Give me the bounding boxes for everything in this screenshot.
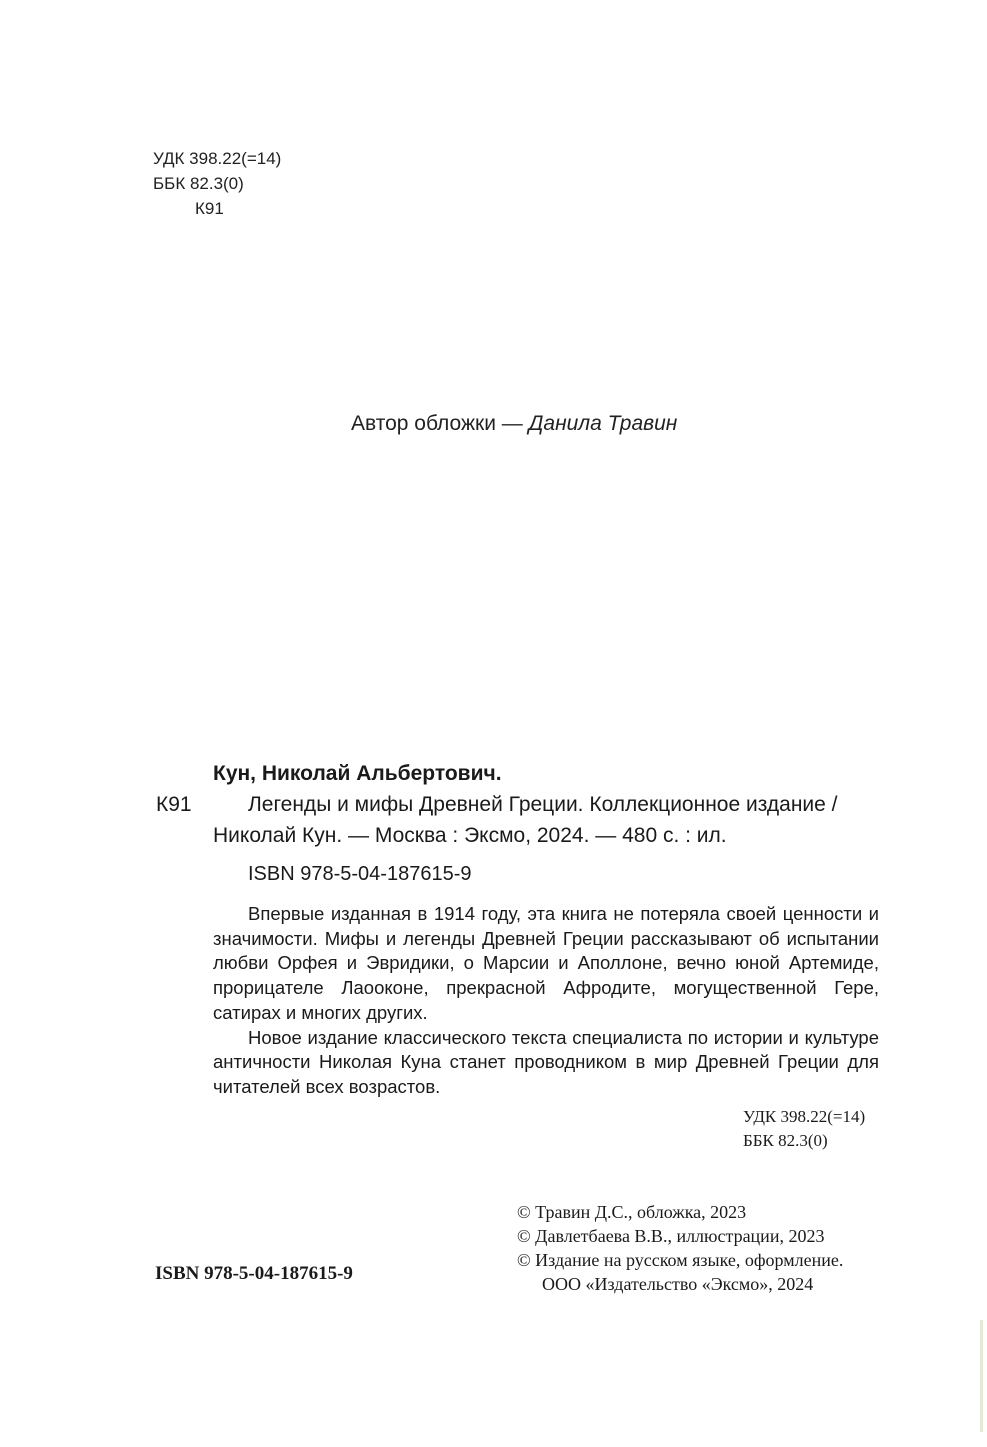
catalog-title-line-1: Легенды и мифы Древней Греции. Коллекционное издание / [248, 793, 838, 816]
copyright-line-2: © Давлетбаева В.В., иллюстрации, 2023 [517, 1226, 825, 1246]
catalog-title-line-2: Николай Кун. — Москва : Эксмо, 2024. — 480 с. : ил. [213, 824, 727, 847]
edge-mark [980, 1320, 983, 1432]
bottom-isbn: ISBN 978-5-04-187615-9 [155, 1263, 353, 1284]
cover-credit [351, 412, 677, 436]
author-code-top: К91 [195, 199, 224, 218]
copyright-line-3: © Издание на русском языке, оформление. [517, 1250, 844, 1270]
top-classification [153, 146, 281, 221]
catalog-code: К91 [156, 793, 192, 816]
annotation-paragraph-1: Впервые изданная в 1914 году, эта книга не потеряла своей ценности и значимости. Мифы и легенды Древней Греции рассказывают об испытании любви Орфея и Эвридики, о Марсии и Аполлоне, вечно юной Артемиде, прорицателе Лаооконе, прекрасной Афродите, могущественной Гере, сатирах и многих других. [213, 903, 879, 1023]
catalog-author: Кун, Николай Альбертович. [213, 762, 502, 785]
bbk-right: ББК 82.3(0) [743, 1131, 828, 1150]
udk-top: УДК 398.22(=14) [153, 149, 282, 168]
copyright-line-1: © Травин Д.С., обложка, 2023 [517, 1202, 747, 1222]
cover-credit-prefix: Автор обложки — [351, 412, 529, 435]
udk-right: УДК 398.22(=14) [743, 1107, 866, 1126]
annotation-paragraph-2: Новое издание классического текста специалиста по истории и культуре античности Николая Куна станет проводником в мир Древней Греции для читателей всех возрастов. [213, 1026, 879, 1097]
bbk-top: ББК 82.3(0) [153, 174, 244, 193]
annotation [213, 902, 879, 1100]
cover-credit-name: Данила Травин [528, 412, 678, 435]
catalog-isbn: ISBN 978-5-04-187615-9 [248, 863, 472, 885]
copyright-line-4: ООО «Издательство «Эксмо», 2024 [542, 1274, 814, 1294]
right-classification [743, 1105, 865, 1153]
copyright-block [517, 1200, 843, 1296]
